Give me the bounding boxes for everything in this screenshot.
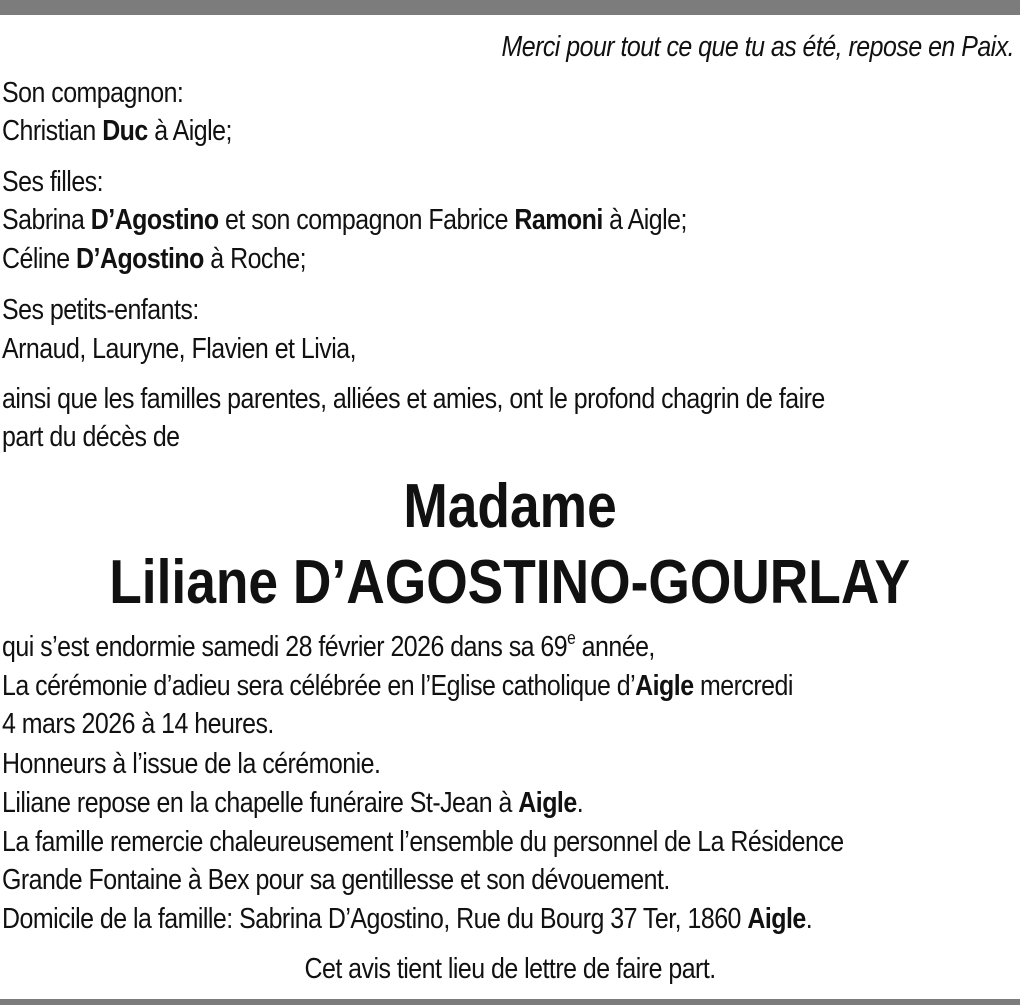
home-text: Domicile de la famille: Sabrina D’Agostino, Rue du Bourg 37 Ter, 1860 [2, 903, 748, 935]
deceased-title-text: Madame [403, 472, 617, 541]
daughters-heading: Ses filles: [2, 166, 104, 198]
companion-heading: Son compagnon: [2, 77, 184, 109]
daughter-2-location: à Roche; [210, 243, 307, 275]
top-rule [0, 0, 1020, 15]
daughter-1-last: D’Agostino [90, 204, 219, 236]
deceased-name [0, 546, 1020, 620]
rest-end: . [576, 787, 584, 819]
closing-text: Cet avis tient lieu de lettre de faire part. [304, 953, 716, 985]
closing-line [0, 950, 1020, 988]
daughter-1-mid: et son compagnon Fabrice [225, 204, 508, 236]
ceremony-time: 4 mars 2026 à 14 heures. [2, 708, 274, 740]
companion-location: à Aigle; [154, 115, 232, 147]
daughter-line-2 [2, 240, 306, 278]
grandchildren-names: Arnaud, Lauryne, Flavien et Livia, [2, 333, 357, 365]
daughter-2-first: Céline [2, 243, 70, 275]
ceremony-place: Aigle [635, 670, 694, 702]
thanks-line-2: Grande Fontaine à Bex pour sa gentillesse et son dévouement. [2, 864, 670, 896]
ceremony-day: mercredi [693, 670, 793, 702]
home-end: . [805, 903, 813, 935]
death-text: qui s’est endormie samedi 28 février 2026 dans sa 69 [2, 631, 568, 663]
epigraph: Merci pour tout ce que tu as été, repose en Paix. [501, 31, 1014, 63]
thanks-line-1: La famille remercie chaleureusement l’ensemble du personnel de La Résidence [2, 826, 844, 858]
deceased-title [0, 470, 1020, 544]
grandchildren-heading: Ses petits-enfants: [2, 294, 199, 326]
home-place: Aigle [747, 903, 806, 935]
companion-line [2, 112, 232, 150]
daughter-2-last: D’Agostino [76, 243, 204, 275]
ceremony-text: La cérémonie d’adieu sera célébrée en l’Eglise catholique d’ [2, 670, 636, 702]
honours-line: Honneurs à l’issue de la cérémonie. [2, 748, 381, 780]
death-text-end: année, [575, 631, 655, 663]
daughter-line-1 [2, 201, 687, 239]
rest-text: Liliane repose en la chapelle funéraire St-Jean à [2, 787, 519, 819]
deceased-name-text: Liliane D’AGOSTINO-GOURLAY [109, 548, 911, 617]
families-line-2: part du décès de [2, 421, 180, 453]
rest-place: Aigle [518, 787, 577, 819]
home-line [2, 900, 812, 938]
daughter-1-first: Sabrina [2, 204, 85, 236]
companion-last-name: Duc [102, 115, 148, 147]
rest-line [2, 784, 583, 822]
daughter-1-partner-last: Ramoni [514, 204, 603, 236]
death-ordinal: e [567, 628, 576, 648]
companion-first-name: Christian [2, 115, 96, 147]
bottom-rule [0, 999, 1020, 1005]
death-line [2, 628, 655, 666]
daughter-1-location: à Aigle; [609, 204, 687, 236]
families-line-1: ainsi que les familles parentes, alliées et amies, ont le profond chagrin de faire [2, 383, 825, 415]
ceremony-line [2, 667, 793, 705]
